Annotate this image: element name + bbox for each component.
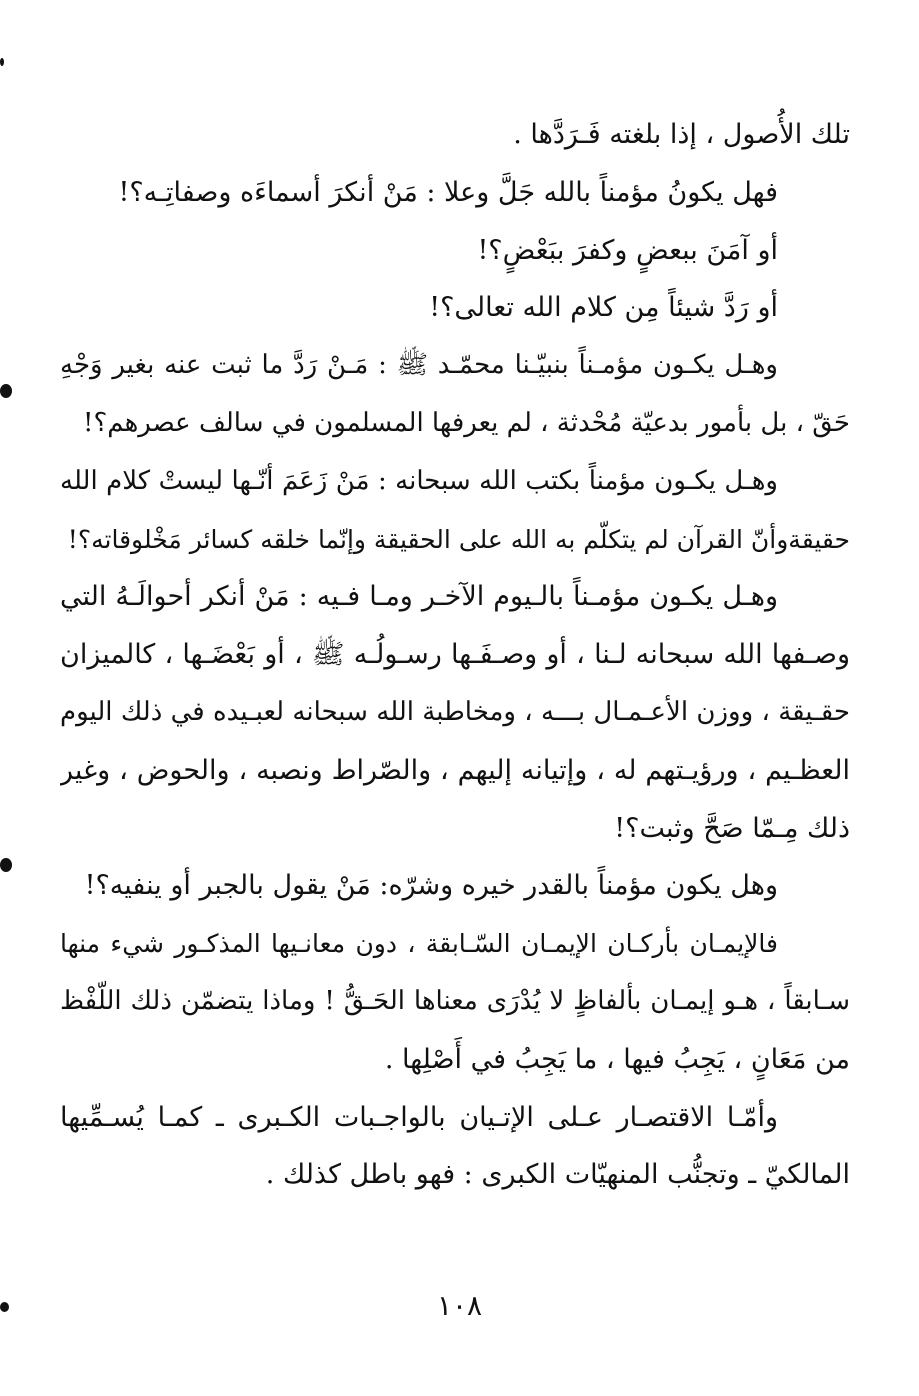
text-line: وهـل يكـون مؤمـناً بالـيوم الآخـر ومـا فـيه : مَنْ أنكر أحوالَـهُ التي bbox=[60, 581, 778, 613]
text-line: حقيقةوأنّ القرآن لم يتكلّم به الله على الحقيقة وإنّما خلقه كسائر مَخْلوقاته؟! bbox=[67, 524, 850, 554]
text-line: حَقّ ، بل بأمور بدعيّة مُحْدثة ، لم يعرفها المسلمون في سالف عصرهم؟! bbox=[83, 407, 850, 438]
text-line: وهل يكون مؤمناً بالقدر خيره وشرّه: مَنْ يقول بالجبر أو ينفيه؟! bbox=[84, 870, 778, 902]
text-line: فهل يكونُ مؤمناً بالله جَلَّ وعلا : مَنْ أنكرَ أسماءَه وصفاتِـه؟! bbox=[118, 176, 778, 208]
text-line: فالإيمـان بأركـان الإيمـان السّـابقة ، دون معانـيها المذكـور شيء منها bbox=[60, 929, 778, 959]
text-line: العظـيم ، ورؤيـتهم له ، وإتيانه إليهم ، والصّراط ونصبه ، والحوض ، وغير bbox=[60, 754, 850, 786]
text-line: تلك الأُصول ، إذا بلغته فَـرَدَّها . bbox=[513, 119, 850, 150]
text-line: وهـل يكـون مؤمناً بكتب الله سبحانه : مَنْ زَعَمَ أنّـها ليستْ كلام الله bbox=[60, 465, 778, 496]
text-line: أو آمَنَ ببعضٍ وكفرَ ببَعْضٍ؟! bbox=[477, 234, 778, 266]
text-line: وأمّـا الاقتصـار عـلى الإتـيان بالواجـبات الكـبرى ـ كمـا يُسـمِّيها bbox=[60, 1101, 778, 1133]
text-line: ذلك مِـمّا صَحَّ وثبت؟! bbox=[614, 812, 850, 844]
text-line: حقـيقة ، ووزن الأعـمـال بـــه ، ومخاطبة الله سبحانه لعبـيده في ذلك اليوم bbox=[60, 696, 850, 727]
scan-mark bbox=[0, 58, 4, 66]
scan-mark bbox=[0, 1302, 9, 1312]
text-line: أو رَدَّ شيئاً مِن كلام الله تعالى؟! bbox=[429, 292, 778, 324]
text-line: سـابقاً ، هـو إيمـان بألفاظٍ لا يُدْرَى معناها الحَـقُّ ! وماذا يتضمّن ذلك اللّفْظ bbox=[60, 985, 850, 1016]
text-line: وهـل يكـون مؤمـناً بنبيّـنا محمّـد ﷺ : مَـنْ رَدَّ ما ثبت عنه بغير وَجْهِ bbox=[60, 350, 778, 381]
scan-mark bbox=[0, 384, 12, 398]
text-line: المالكيّ ـ وتجنُّب المنهيّات الكبرى : فهو باطل كذلك . bbox=[265, 1159, 850, 1191]
page-number: ١٠٨ bbox=[436, 1289, 483, 1322]
body-text bbox=[60, 106, 850, 1204]
scan-mark bbox=[0, 858, 12, 872]
text-line: من مَعَانٍ ، يَجِبُ فيها ، ما يَجِبُ في أَصْلِها . bbox=[384, 1043, 850, 1075]
text-line: وصـفها الله سبحانه لـنا ، أو وصـفَـها رسـولُـه ﷺ ، أو بَعْضَـها ، كالميزان bbox=[60, 639, 850, 671]
